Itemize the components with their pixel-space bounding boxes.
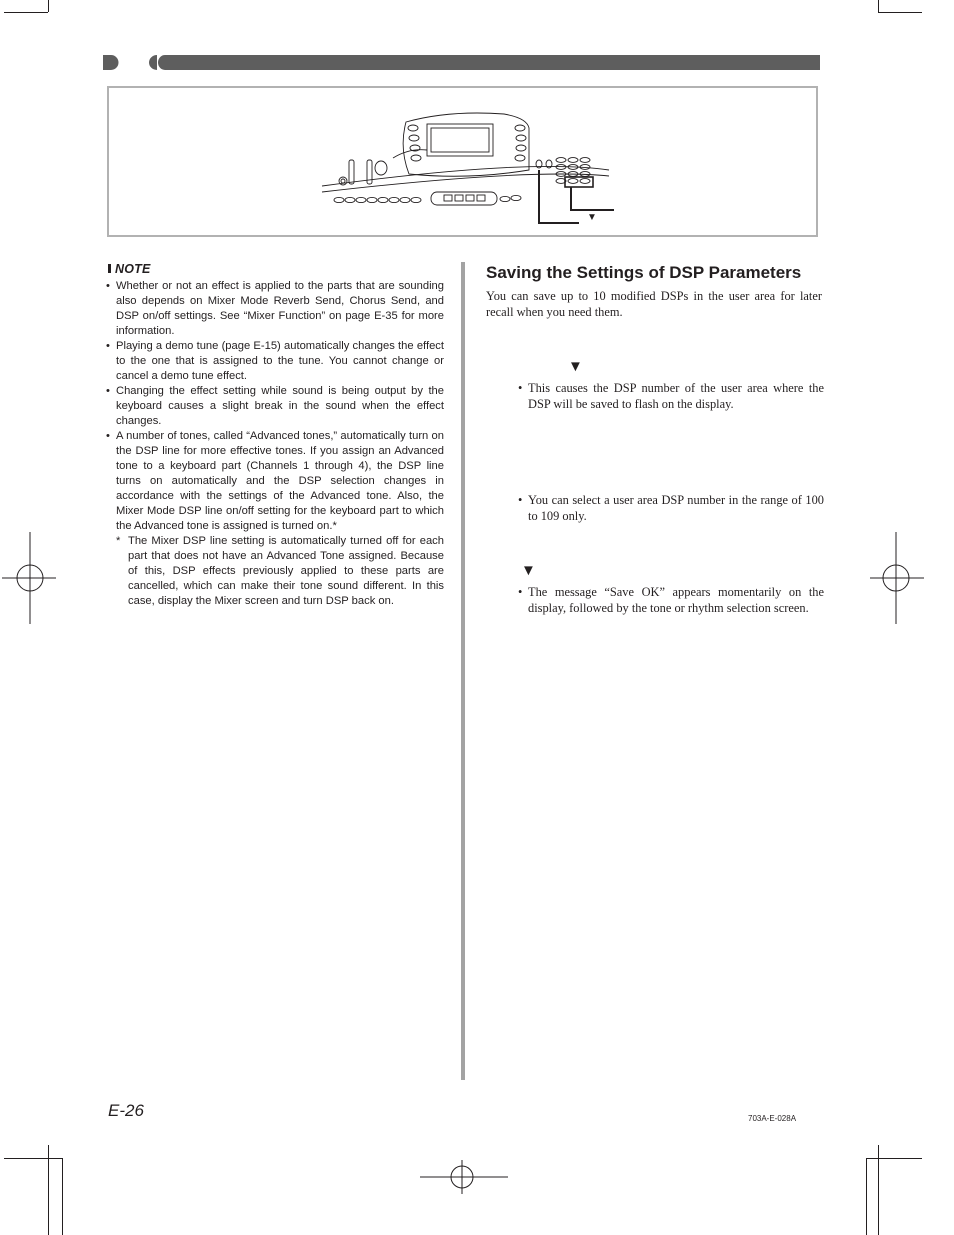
header-band <box>103 55 820 70</box>
note-list <box>104 279 444 609</box>
registration-mark-left <box>0 532 60 624</box>
step-marker: ▼ <box>521 562 536 579</box>
step-marker: ▼ <box>568 358 583 375</box>
registration-mark-bottom <box>418 1160 510 1196</box>
column-divider <box>461 262 465 1080</box>
note-item: • Changing the effect setting while sound is being output by the keyboard causes a slight break in the sound when the effect changes. <box>106 385 444 427</box>
section-title: Saving the Settings of DSP Parameters <box>486 263 802 282</box>
keyboard-panel-illustration <box>109 88 816 235</box>
step-bullet: • The message “Save OK” appears momentarily on the display, followed by the tone or rhythm selection screen. <box>518 585 824 615</box>
section-intro: You can save up to 10 modified DSPs in the user area for later recall when you need them. <box>486 289 822 319</box>
note-heading: NOTE <box>108 262 151 276</box>
registration-mark-right <box>866 532 926 624</box>
illustration-step-marker: ▼ <box>587 212 597 223</box>
step-bullet: • You can select a user area DSP number in the range of 100 to 109 only. <box>518 493 824 523</box>
document-code: 703A-E-028A <box>748 1114 797 1123</box>
note-item: • Playing a demo tune (page E-15) automatically changes the effect to the one that is assigned to the tune. You cannot change or cancel a demo tune effect. <box>106 340 444 382</box>
keyboard-illustration-frame <box>107 86 818 237</box>
note-footnote: * The Mixer DSP line setting is automatically turned off for each part that does not have an Advanced Tone assigned. Because of this, DSP effects previously applied to these parts are cancelled, which can make their tone sound different. In this case, display the Mixer screen and turn DSP back on. <box>116 535 444 607</box>
page-number: E-26 <box>108 1101 144 1120</box>
note-item: • A number of tones, called “Advanced tones,” automatically turn on the DSP line for more effective tones. If you assign an Advanced tone to a keyboard part (Channels 1 through 4), the DSP line turns on automatically and the DSP selection changes in accordance with the settings of the Advanced tone. Also, the Mixer Mode DSP line on/off setting for the keyboard part to which the Advanced tone is assigned is turned on.* <box>106 430 444 532</box>
step-bullet: • This causes the DSP number of the user area where the DSP will be saved to flash on the display. <box>518 381 824 411</box>
note-item: • Whether or not an effect is applied to the parts that are sounding also depends on Mixer Mode Reverb Send, Chorus Send, and DSP on/off settings. See “Mixer Function” on page E-35 for more information. <box>106 280 444 337</box>
